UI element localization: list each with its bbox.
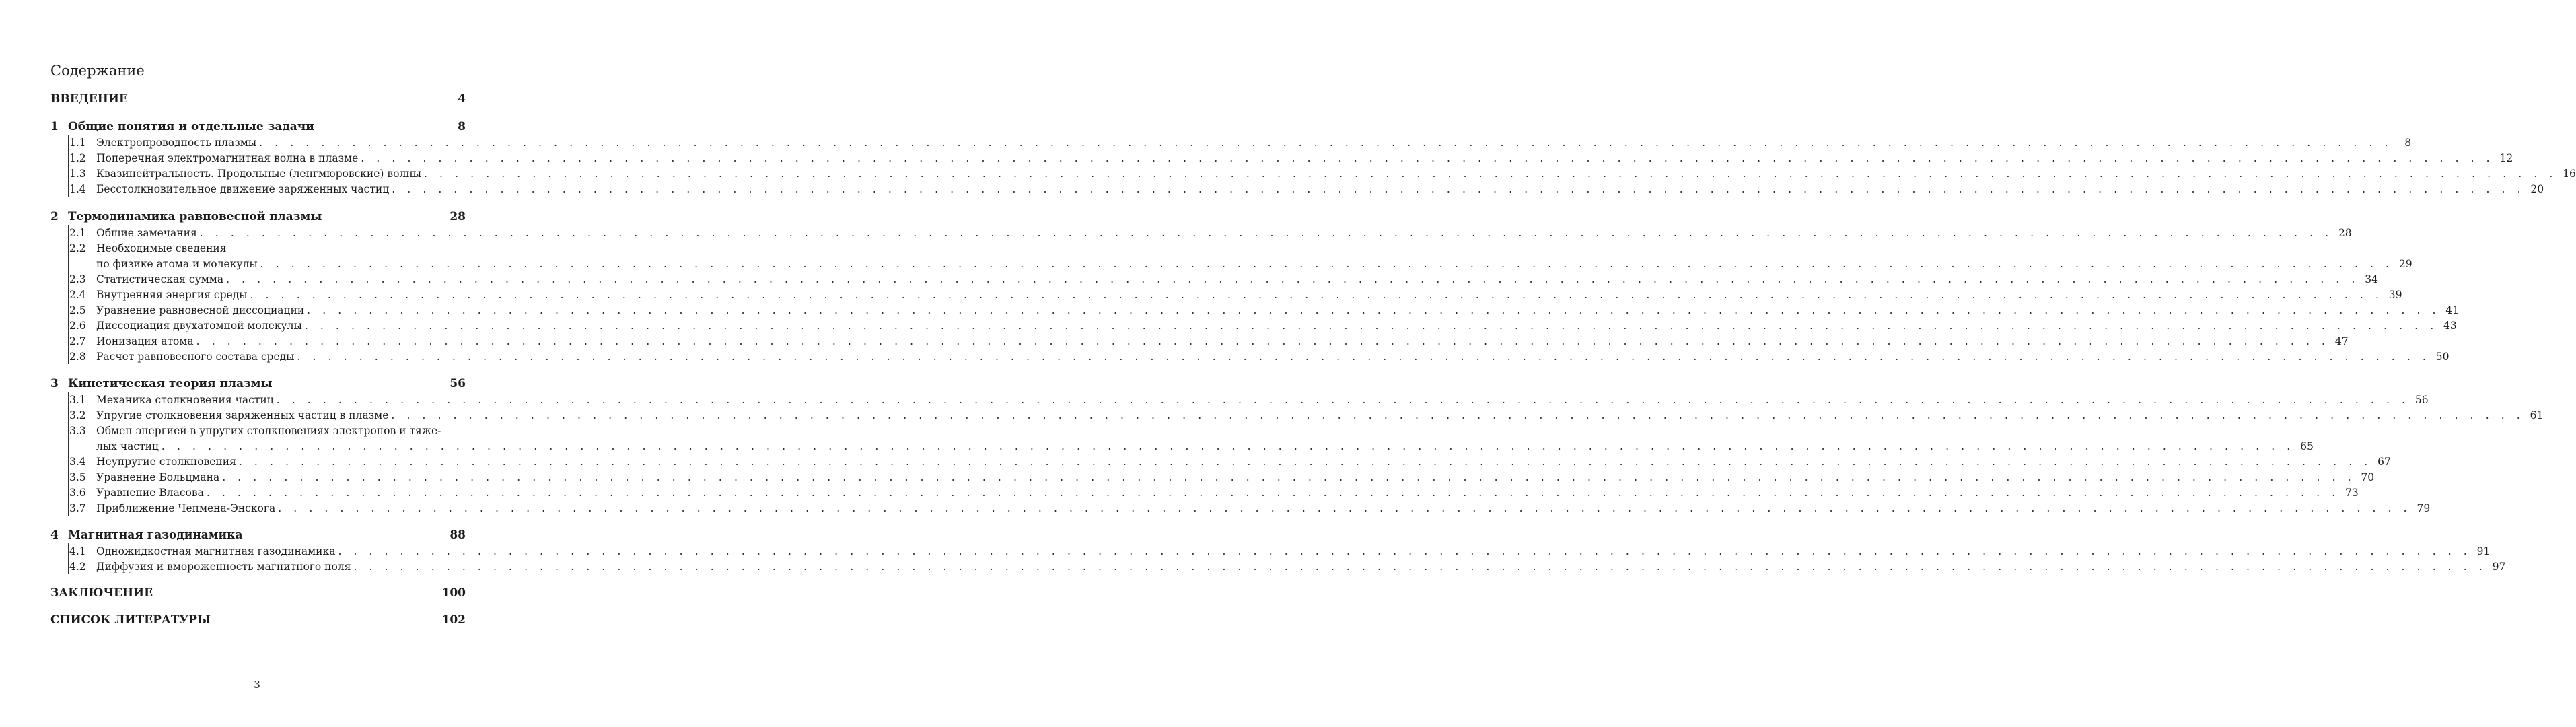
section-number: 3.1 — [69, 394, 86, 406]
section-title: Обмен энергией в упругих столкновениях электронов и тяже- — [96, 425, 441, 437]
section-page: 41 — [2445, 304, 2460, 316]
section-title: Ионизация атома — [96, 335, 194, 347]
section-title: Диссоциация двухатомной молекулы — [96, 320, 302, 332]
section-number: 1.1 — [69, 137, 86, 149]
toc-title: Содержание — [50, 63, 145, 79]
section-page: 47 — [2334, 335, 2349, 347]
toc-entry-references[interactable] — [50, 612, 466, 628]
chapter-page: 88 — [450, 528, 466, 542]
chapter-number: 2 — [50, 210, 59, 223]
section-number: 2.2 — [69, 242, 86, 254]
toc-section-1-4[interactable] — [50, 181, 2544, 197]
section-title: Упругие столкновения заряженных частиц в плазме — [96, 409, 389, 421]
toc-entry-page: 100 — [441, 586, 466, 600]
section-number: 3.6 — [69, 487, 86, 499]
section-page: 34 — [2365, 273, 2378, 285]
toc-entry-label: СПИСОК ЛИТЕРАТУРЫ — [50, 613, 211, 627]
section-page: 29 — [2398, 258, 2412, 270]
toc-entry-label: ЗАКЛЮЧЕНИЕ — [50, 586, 153, 600]
toc-chapter-3[interactable] — [50, 376, 466, 392]
section-number: 1.2 — [69, 152, 86, 164]
dot-leader: . . . . . . . . . . . . . . . . . . . . . . . . . . . . . . . . . . . . . . . . . . . . . . . . . . . . . . . . . . . . . . . . . . . . . . . . . . . . . . . . . . . . . . . . . . . . . . . . . . . . . . . . . . . . . . . . . . . . . . . . . . . . . . . . . . . . . . . . . . — [259, 137, 2393, 149]
toc-section-2-7[interactable] — [50, 333, 2349, 349]
dot-leader: . . . . . . . . . . . . . . . . . . . . . . . . . . . . . . . . . . . . . . . . . . . . . . . . . . . . . . . . . . . . . . . . . . . . . . . . . . . . . . . . . . . . . . . . . . . . . . . . . . . . . . . . . . . . . . . . . . . . . . . . . . . . . . . . . . . . . . . . . . — [278, 502, 2412, 514]
dot-leader: . . . . . . . . . . . . . . . . . . . . . . . . . . . . . . . . . . . . . . . . . . . . . . . . . . . . . . . . . . . . . . . . . . . . . . . . . . . . . . . . . . . . . . . . . . . . . . . . . . . . . . . . . . . . . . . . . . . . . . . . . . . . . . . . . . . . . . . . . . — [238, 456, 2372, 468]
toc-entry-page: 4 — [458, 92, 466, 106]
toc-section-4-1[interactable] — [50, 543, 2491, 559]
section-title: Приближение Чепмена-Энскога — [96, 502, 276, 514]
section-title: Механика столкновения частиц — [96, 394, 274, 406]
toc-chapter-2[interactable] — [50, 209, 466, 225]
section-page: 8 — [2404, 137, 2412, 149]
section-page: 12 — [2499, 152, 2513, 164]
toc-entry-label: ВВЕДЕНИЕ — [50, 92, 128, 106]
section-page: 73 — [2345, 487, 2359, 499]
section-title: Электропроводность плазмы — [96, 137, 257, 149]
dot-leader: . . . . . . . . . . . . . . . . . . . . . . . . . . . . . . . . . . . . . . . . . . . . . . . . . . . . . . . . . . . . . . . . . . . . . . . . . . . . . . . . . . . . . . . . . . . . . . . . . . . . . . . . . . . . . . . . . . . . . . . . . . . . . . . . . . . . . . . . . . — [392, 183, 2526, 195]
section-title: Уравнение равновесной диссоциации — [96, 304, 305, 316]
chapter-page: 56 — [450, 377, 466, 390]
toc-section-3-1[interactable] — [50, 392, 2429, 408]
toc-chapter-1[interactable] — [50, 118, 466, 135]
section-number: 2.1 — [69, 227, 86, 239]
section-title: Уравнение Больцмана — [96, 471, 220, 483]
chapter-title: Магнитная газодинамика — [68, 528, 243, 542]
toc-section-2-2-continued[interactable] — [50, 256, 2412, 272]
dot-leader: . . . . . . . . . . . . . . . . . . . . . . . . . . . . . . . . . . . . . . . . . . . . . . . . . . . . . . . . . . . . . . . . . . . . . . . . . . . . . . . . . . . . . . . . . . . . . . . . . . . . . . . . . . . . . . . . . . . . . . . . . . . . . . . . . . . . . . . . . . — [391, 409, 2525, 421]
section-number: 2.7 — [69, 335, 86, 347]
section-title: Поперечная электромагнитная волна в плазме — [96, 152, 359, 164]
section-page: 16 — [2563, 168, 2576, 180]
section-title: Бесстолкновительное движение заряженных частиц — [96, 183, 390, 195]
dot-leader: . . . . . . . . . . . . . . . . . . . . . . . . . . . . . . . . . . . . . . . . . . . . . . . . . . . . . . . . . . . . . . . . . . . . . . . . . . . . . . . . . . . . . . . . . . . . . . . . . . . . . . . . . . . . . . . . . . . . . . . . . . . . . . . . . . . . . . . . . . — [338, 545, 2472, 557]
section-number: 3.5 — [69, 471, 86, 483]
section-page: 91 — [2476, 545, 2491, 557]
dot-leader: . . . . . . . . . . . . . . . . . . . . . . . . . . . . . . . . . . . . . . . . . . . . . . . . . . . . . . . . . . . . . . . . . . . . . . . . . . . . . . . . . . . . . . . . . . . . . . . . . . . . . . . . . . . . . . . . . . . . . . . . . . . . . . . . . . . . . . . . . . — [297, 351, 2431, 363]
section-number: 2.5 — [69, 304, 86, 316]
section-title: Расчет равновесного состава среды — [96, 351, 295, 363]
chapter-page: 28 — [450, 210, 466, 223]
toc-section-3-3-continued[interactable] — [50, 438, 2314, 454]
toc-entry-page: 102 — [441, 613, 466, 627]
toc-section-1-3[interactable] — [50, 166, 2576, 182]
dot-leader: . . . . . . . . . . . . . . . . . . . . . . . . . . . . . . . . . . . . . . . . . . . . . . . . . . . . . . . . . . . . . . . . . . . . . . . . . . . . . . . . . . . . . . . . . . . . . . . . . . . . . . . . . . . . . . . . . . . . . . . . . . . . . . . . . . . . . . . . . . — [250, 289, 2384, 301]
section-title: Квазинейтральность. Продольные (ленгмюровские) волны — [96, 168, 421, 180]
section-number: 1.4 — [69, 183, 86, 195]
section-number: 4.2 — [69, 561, 86, 573]
section-number: 2.8 — [69, 351, 86, 363]
toc-section-3-6[interactable] — [50, 485, 2359, 501]
toc-section-1-2[interactable] — [50, 150, 2513, 166]
section-number: 4.1 — [69, 545, 86, 557]
section-page: 65 — [2300, 440, 2314, 452]
toc-section-3-4[interactable] — [50, 454, 2391, 470]
dot-leader: . . . . . . . . . . . . . . . . . . . . . . . . . . . . . . . . . . . . . . . . . . . . . . . . . . . . . . . . . . . . . . . . . . . . . . . . . . . . . . . . . . . . . . . . . . . . . . . . . . . . . . . . . . . . . . . . . . . . . . . . . . . . . . . . . . . . . . . . . . — [199, 227, 2333, 239]
section-page: 70 — [2361, 471, 2375, 483]
section-page: 61 — [2530, 409, 2544, 421]
toc-section-2-4[interactable] — [50, 287, 2402, 303]
section-title: Общие замечания — [96, 227, 197, 239]
section-title: Необходимые сведения — [96, 242, 227, 254]
toc-section-3-3[interactable] — [50, 423, 466, 439]
section-title: Одножидкостная магнитная газодинамика — [96, 545, 336, 557]
dot-leader: . . . . . . . . . . . . . . . . . . . . . . . . . . . . . . . . . . . . . . . . . . . . . . . . . . . . . . . . . . . . . . . . . . . . . . . . . . . . . . . . . . . . . . . . . . . . . . . . . . . . . . . . . . . . . . . . . . . . . . . . . . . . . . . . . . . . . . . . . . — [423, 168, 2557, 180]
section-page: 79 — [2417, 502, 2431, 514]
dot-leader: . . . . . . . . . . . . . . . . . . . . . . . . . . . . . . . . . . . . . . . . . . . . . . . . . . . . . . . . . . . . . . . . . . . . . . . . . . . . . . . . . . . . . . . . . . . . . . . . . . . . . . . . . . . . . . . . . . . . . . . . . . . . . . . . . . . . . . . . . . — [196, 335, 2330, 347]
toc-section-3-7[interactable] — [50, 500, 2431, 516]
toc-section-2-1[interactable] — [50, 225, 2352, 241]
chapter-number: 1 — [50, 120, 59, 133]
toc-entry-conclusion[interactable] — [50, 585, 466, 601]
dot-leader: . . . . . . . . . . . . . . . . . . . . . . . . . . . . . . . . . . . . . . . . . . . . . . . . . . . . . . . . . . . . . . . . . . . . . . . . . . . . . . . . . . . . . . . . . . . . . . . . . . . . . . . . . . . . . . . . . . . . . . . . . . . . . . . . . . . . . . . . . . — [353, 561, 2487, 573]
chapter-title: Термодинамика равновесной плазмы — [68, 210, 322, 223]
toc-section-3-2[interactable] — [50, 407, 2544, 423]
section-page: 28 — [2338, 227, 2352, 239]
section-title: Неупругие столкновения — [96, 456, 236, 468]
toc-section-3-5[interactable] — [50, 469, 2375, 485]
section-number: 3.3 — [69, 425, 86, 437]
section-page: 67 — [2377, 456, 2391, 468]
toc-section-2-5[interactable] — [50, 302, 2460, 318]
section-page: 97 — [2492, 561, 2506, 573]
chapter-page: 8 — [458, 120, 466, 133]
section-number: 3.4 — [69, 456, 86, 468]
chapter-title: Кинетическая теория плазмы — [68, 377, 273, 390]
chapter-number: 4 — [50, 528, 59, 542]
section-number: 3.7 — [69, 502, 86, 514]
dot-leader: . . . . . . . . . . . . . . . . . . . . . . . . . . . . . . . . . . . . . . . . . . . . . . . . . . . . . . . . . . . . . . . . . . . . . . . . . . . . . . . . . . . . . . . . . . . . . . . . . . . . . . . . . . . . . . . . . . . . . . . . . . . . . . . . . . . . . . . . . . — [222, 471, 2356, 483]
toc-section-2-8[interactable] — [50, 349, 2449, 365]
toc-chapter-4[interactable] — [50, 527, 466, 543]
toc-section-4-2[interactable] — [50, 559, 2506, 575]
section-title: Статистическая сумма — [96, 273, 224, 285]
chapter-title: Общие понятия и отдельные задачи — [68, 120, 314, 133]
dot-leader: . . . . . . . . . . . . . . . . . . . . . . . . . . . . . . . . . . . . . . . . . . . . . . . . . . . . . . . . . . . . . . . . . . . . . . . . . . . . . . . . . . . . . . . . . . . . . . . . . . . . . . . . . . . . . . . . . . . . . . . . . . . . . . . . . . . . . . . . . . — [361, 152, 2495, 164]
dot-leader: . . . . . . . . . . . . . . . . . . . . . . . . . . . . . . . . . . . . . . . . . . . . . . . . . . . . . . . . . . . . . . . . . . . . . . . . . . . . . . . . . . . . . . . . . . . . . . . . . . . . . . . . . . . . . . . . . . . . . . . . . . . . . . . . . . . . . . . . . . — [260, 258, 2394, 270]
section-number: 2.6 — [69, 320, 86, 332]
section-title-continued: лых частиц — [96, 440, 159, 452]
section-page: 20 — [2530, 183, 2544, 195]
section-title-continued: по физике атома и молекулы — [96, 258, 258, 270]
section-number: 2.3 — [69, 273, 86, 285]
dot-leader: . . . . . . . . . . . . . . . . . . . . . . . . . . . . . . . . . . . . . . . . . . . . . . . . . . . . . . . . . . . . . . . . . . . . . . . . . . . . . . . . . . . . . . . . . . . . . . . . . . . . . . . . . . . . . . . . . . . . . . . . . . . . . . . . . . . . . . . . . . — [206, 487, 2340, 499]
dot-leader: . . . . . . . . . . . . . . . . . . . . . . . . . . . . . . . . . . . . . . . . . . . . . . . . . . . . . . . . . . . . . . . . . . . . . . . . . . . . . . . . . . . . . . . . . . . . . . . . . . . . . . . . . . . . . . . . . . . . . . . . . . . . . . . . . . . . . . . . . . — [307, 304, 2441, 316]
dot-leader: . . . . . . . . . . . . . . . . . . . . . . . . . . . . . . . . . . . . . . . . . . . . . . . . . . . . . . . . . . . . . . . . . . . . . . . . . . . . . . . . . . . . . . . . . . . . . . . . . . . . . . . . . . . . . . . . . . . . . . . . . . . . . . . . . . . . . . . . . . — [226, 273, 2359, 285]
section-number: 2.4 — [69, 289, 86, 301]
toc-entry-intro[interactable] — [50, 91, 466, 107]
section-number: 1.3 — [69, 168, 86, 180]
chapter-number: 3 — [50, 377, 59, 390]
section-title: Диффузия и вмороженность магнитного поля — [96, 561, 351, 573]
dot-leader: . . . . . . . . . . . . . . . . . . . . . . . . . . . . . . . . . . . . . . . . . . . . . . . . . . . . . . . . . . . . . . . . . . . . . . . . . . . . . . . . . . . . . . . . . . . . . . . . . . . . . . . . . . . . . . . . . . . . . . . . . . . . . . . . . . . . . . . . . . — [304, 320, 2438, 332]
section-page: 56 — [2414, 394, 2429, 406]
section-title: Уравнение Власова — [96, 487, 204, 499]
section-page: 50 — [2435, 351, 2449, 363]
toc-section-2-6[interactable] — [50, 318, 2457, 334]
section-page: 43 — [2443, 320, 2457, 332]
toc-section-2-3[interactable] — [50, 271, 2378, 287]
dot-leader: . . . . . . . . . . . . . . . . . . . . . . . . . . . . . . . . . . . . . . . . . . . . . . . . . . . . . . . . . . . . . . . . . . . . . . . . . . . . . . . . . . . . . . . . . . . . . . . . . . . . . . . . . . . . . . . . . . . . . . . . . . . . . . . . . . . . . . . . . . — [161, 440, 2295, 452]
toc-section-1-1[interactable] — [50, 135, 2412, 151]
section-number: 3.2 — [69, 409, 86, 421]
section-page: 39 — [2388, 289, 2402, 301]
toc-section-2-2[interactable] — [50, 240, 466, 256]
dot-leader: . . . . . . . . . . . . . . . . . . . . . . . . . . . . . . . . . . . . . . . . . . . . . . . . . . . . . . . . . . . . . . . . . . . . . . . . . . . . . . . . . . . . . . . . . . . . . . . . . . . . . . . . . . . . . . . . . . . . . . . . . . . . . . . . . . . . . . . . . . — [276, 394, 2410, 406]
section-title: Внутренняя энергия среды — [96, 289, 248, 301]
page-number: 3 — [254, 679, 260, 691]
